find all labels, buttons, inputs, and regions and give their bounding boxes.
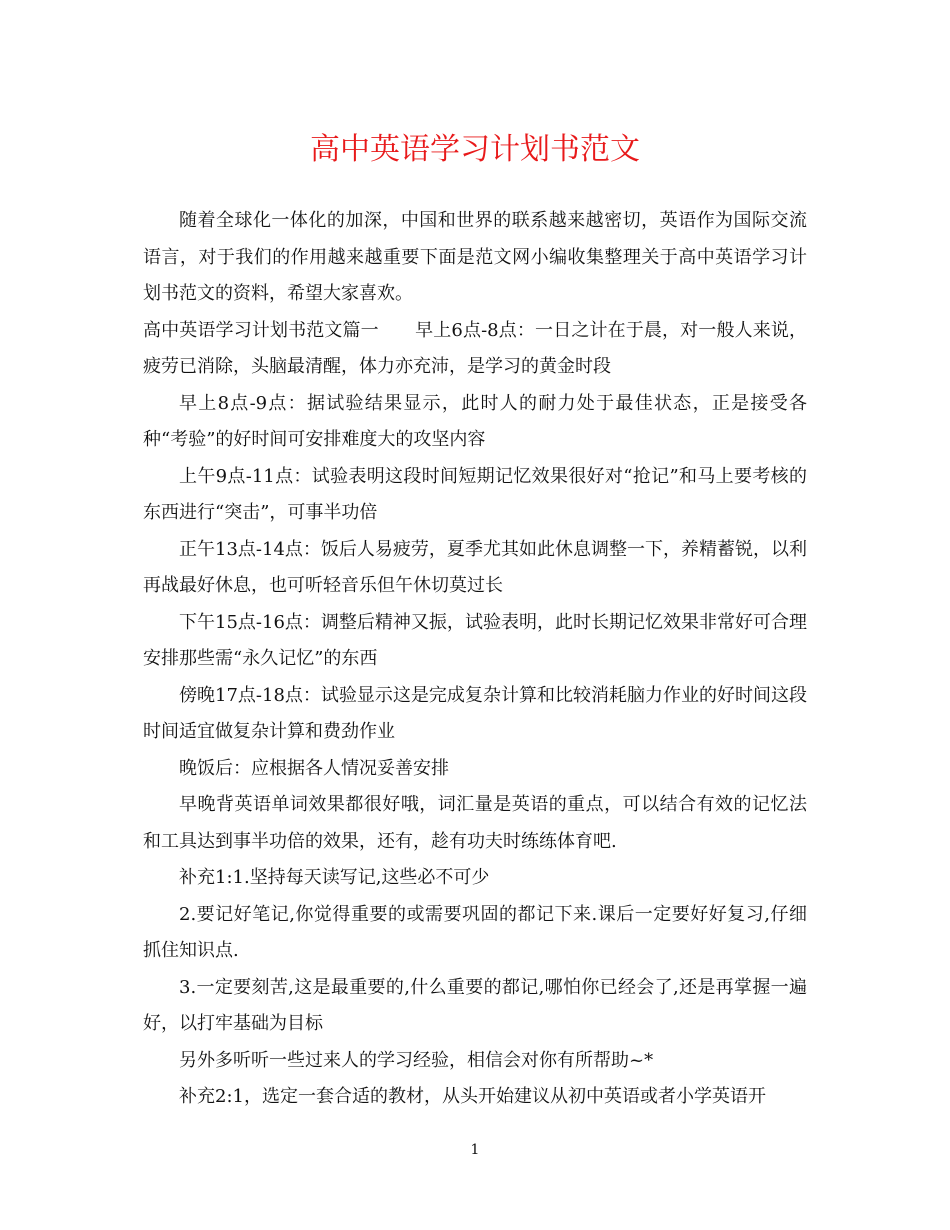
paragraph-17-18pm: 傍晚17点-18点：试验显示这是完成复杂计算和比较消耗脑力作业的好时间这段时间适宜做复杂计算和费劲作业 [143,684,807,742]
paragraph-15-16pm: 下午15点-16点：调整后精神又振，试验表明，此时长期记忆效果非常好可合理安排那些需“永久记忆”的东西 [143,611,807,669]
paragraph-section-one: 高中英语学习计划书范文篇一 早上6点-8点：一日之计在于晨，对一般人来说，疲劳已消除，头脑最清醒，体力亦充沛，是学习的黄金时段 [143,319,807,377]
paragraph-diligence: 3.一定要刻苦,这是最重要的,什么重要的都记,哪怕你已经会了,还是再掌握一遍好，以打牢基础为目标 [143,976,807,1034]
paragraph-9-11am: 上午9点-11点：试验表明这段时间短期记忆效果很好对“抢记”和马上要考核的东西进行“突击”，可事半功倍 [143,465,807,523]
paragraph-vocabulary: 早晚背英语单词效果都很好哦，词汇量是英语的重点，可以结合有效的记忆法和工具达到事半功倍的效果，还有，趁有功夫时练练体育吧. [143,794,807,852]
paragraph-supplement-2: 补充2:1，选定一套合适的教材，从头开始建议从初中英语或者小学英语开 [179,1086,766,1107]
paragraph-13-14pm: 正午13点-14点：饭后人易疲劳，夏季尤其如此休息调整一下，养精蓄锐，以利再战最好休息，也可听轻音乐但午休切莫过长 [143,538,807,596]
paragraph-after-dinner: 晚饭后：应根据各人情况妥善安排 [179,757,449,779]
paragraph-experience: 另外多听听一些过来人的学习经验，相信会对你有所帮助~* [179,1049,654,1071]
paragraph-8-9am: 早上8点-9点：据试验结果显示，此时人的耐力处于最佳状态，正是接受各种“考验”的好时间可安排难度大的攻坚内容 [143,392,807,450]
page-number: 1 [470,1142,480,1158]
document-title: 高中英语学习计划书范文 [310,132,640,167]
paragraph-intro: 随着全球化一体化的加深，中国和世界的联系越来越密切，英语作为国际交流语言，对于我们的作用越来越重要下面是范文网小编收集整理关于高中英语学习计划书范文的资料，希望大家喜欢。 [143,210,807,304]
paragraph-supplement-1: 补充1:1.坚持每天读写记,这些必不可少 [179,867,490,888]
paragraph-notes: 2.要记好笔记,你觉得重要的或需要巩固的都记下来.课后一定要好好复习,仔细抓住知识点. [143,903,807,961]
document-body [143,203,807,1116]
